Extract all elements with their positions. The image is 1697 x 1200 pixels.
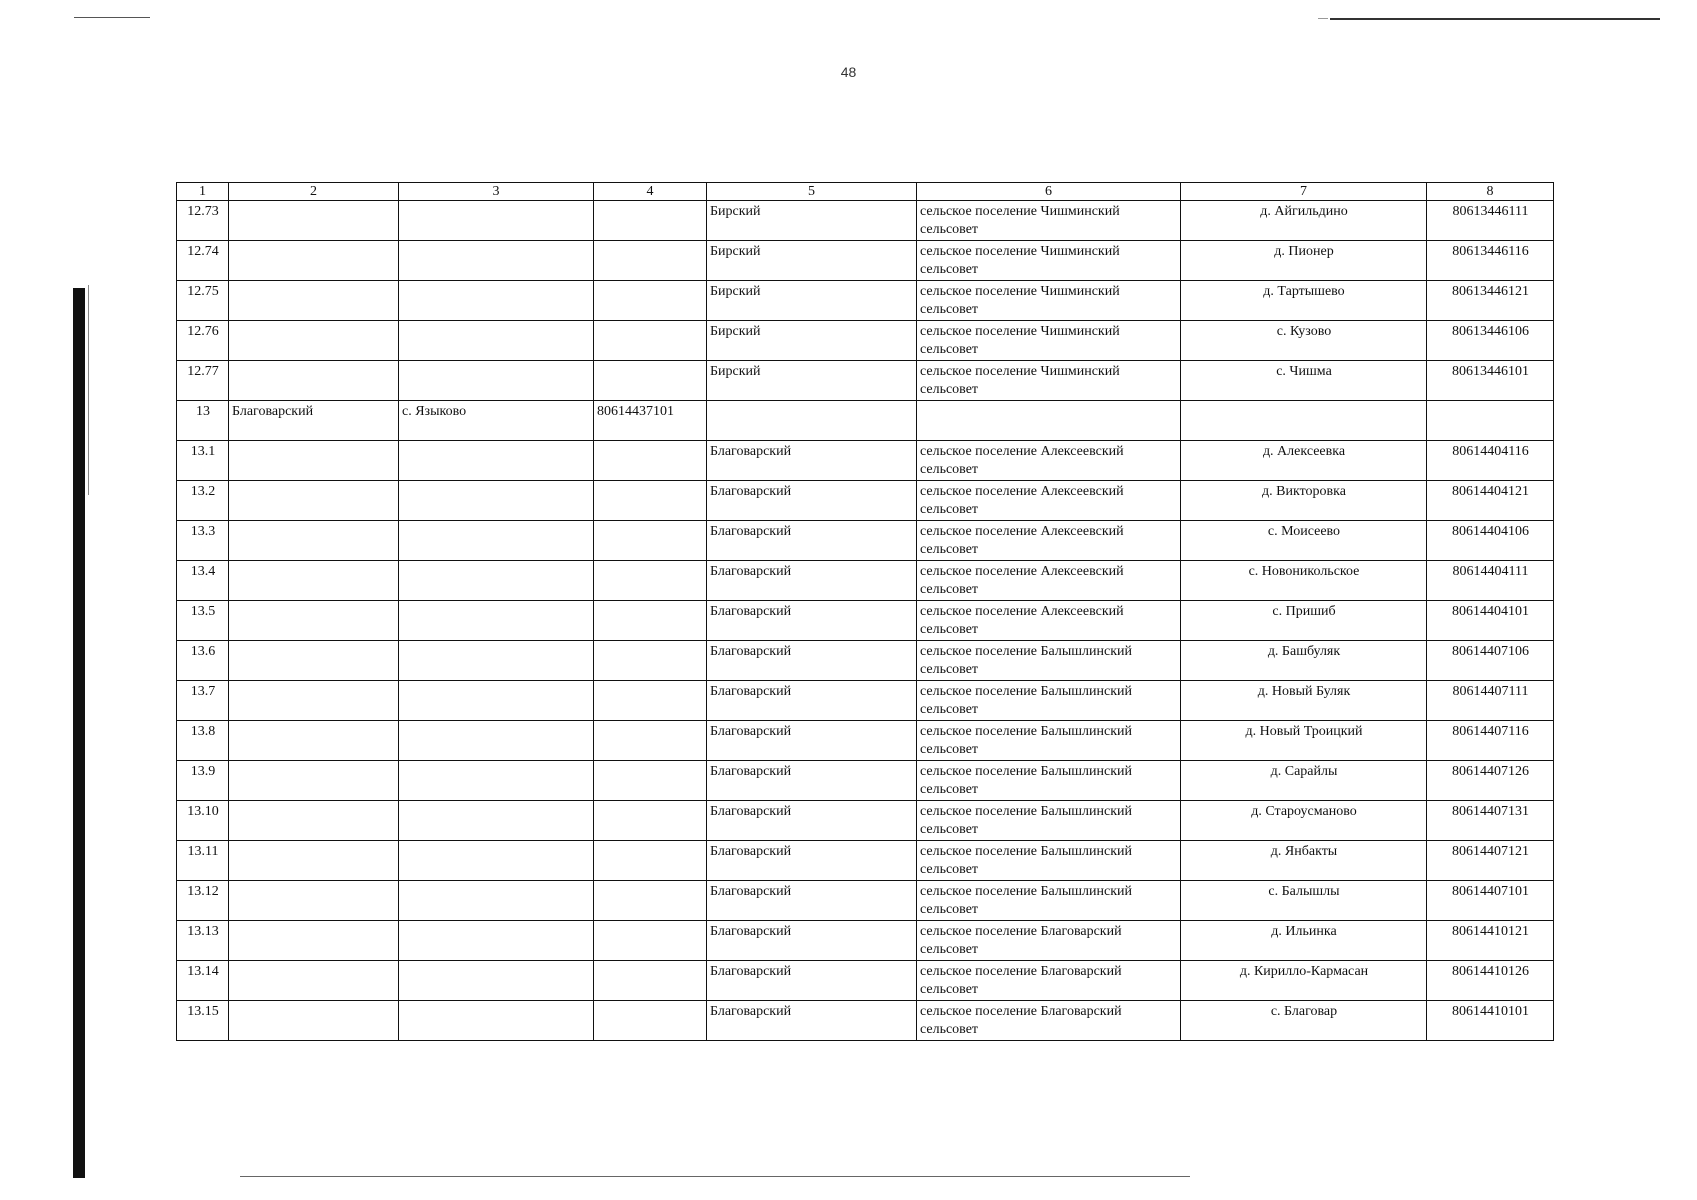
row-number-cell: 13.2: [177, 481, 229, 521]
center-code-cell: [594, 961, 707, 1001]
center-cell: [399, 281, 594, 321]
row-number-cell: 13.7: [177, 681, 229, 721]
scan-binding-line: [88, 285, 89, 495]
table-row: [177, 761, 1554, 801]
row-number-cell: 13.5: [177, 601, 229, 641]
table-row: [177, 321, 1554, 361]
district-name-cell: Бирский: [707, 241, 917, 281]
table-row: [177, 241, 1554, 281]
table-row: [177, 401, 1554, 441]
settlement-cell: с. Чишма: [1181, 361, 1427, 401]
center-cell: [399, 441, 594, 481]
center-code-cell: [594, 841, 707, 881]
column-header: 3: [399, 183, 594, 201]
district-name-cell: Благоварский: [707, 761, 917, 801]
district-name-cell: Бирский: [707, 281, 917, 321]
row-number-cell: 13.10: [177, 801, 229, 841]
municipality-cell: сельское поселение Балышлинский сельсовет: [917, 641, 1181, 681]
center-code-cell: [594, 641, 707, 681]
row-number-cell: 13.3: [177, 521, 229, 561]
settlement-cell: с. Балышлы: [1181, 881, 1427, 921]
center-code-cell: [594, 321, 707, 361]
district-cell: [229, 681, 399, 721]
center-code-cell: [594, 201, 707, 241]
column-header: 2: [229, 183, 399, 201]
center-cell: [399, 521, 594, 561]
district-name-cell: Благоварский: [707, 561, 917, 601]
table-row: [177, 361, 1554, 401]
municipality-cell: сельское поселение Чишминский сельсовет: [917, 361, 1181, 401]
settlement-cell: д. Кирилло-Кармасан: [1181, 961, 1427, 1001]
okato-code-cell: 80614404116: [1427, 441, 1554, 481]
center-code-cell: [594, 1001, 707, 1041]
center-cell: [399, 1001, 594, 1041]
center-code-cell: [594, 921, 707, 961]
settlement-cell: д. Айгильдино: [1181, 201, 1427, 241]
center-cell: [399, 641, 594, 681]
row-number-cell: 13.12: [177, 881, 229, 921]
table-row: [177, 281, 1554, 321]
okato-code-cell: [1427, 401, 1554, 441]
center-cell: [399, 201, 594, 241]
row-number-cell: 13.1: [177, 441, 229, 481]
district-cell: [229, 761, 399, 801]
district-name-cell: Благоварский: [707, 801, 917, 841]
okato-code-cell: 80614407116: [1427, 721, 1554, 761]
okato-code-cell: 80614407131: [1427, 801, 1554, 841]
municipality-cell: сельское поселение Балышлинский сельсовет: [917, 681, 1181, 721]
municipality-cell: сельское поселение Благоварский сельсовет: [917, 921, 1181, 961]
settlement-cell: с. Моисеево: [1181, 521, 1427, 561]
center-cell: [399, 241, 594, 281]
okato-code-cell: 80613446101: [1427, 361, 1554, 401]
settlement-cell: с. Благовар: [1181, 1001, 1427, 1041]
district-cell: [229, 441, 399, 481]
table-row: [177, 201, 1554, 241]
settlements-table: [176, 182, 1554, 1041]
municipality-cell: сельское поселение Алексеевский сельсовет: [917, 481, 1181, 521]
page-number: 48: [840, 64, 857, 80]
settlement-cell: д. Новый Буляк: [1181, 681, 1427, 721]
column-number-header-row: [177, 183, 1554, 201]
row-number-cell: 12.73: [177, 201, 229, 241]
district-name-cell: Бирский: [707, 321, 917, 361]
table-row: [177, 441, 1554, 481]
municipality-cell: [917, 401, 1181, 441]
center-cell: [399, 761, 594, 801]
okato-code-cell: 80614404106: [1427, 521, 1554, 561]
scan-edge-line: [1318, 18, 1328, 19]
center-code-cell: [594, 521, 707, 561]
district-cell: [229, 921, 399, 961]
district-name-cell: Благоварский: [707, 681, 917, 721]
settlement-cell: с. Кузово: [1181, 321, 1427, 361]
row-number-cell: 13: [177, 401, 229, 441]
okato-code-cell: 80614410121: [1427, 921, 1554, 961]
settlement-cell: [1181, 401, 1427, 441]
district-name-cell: Благоварский: [707, 641, 917, 681]
table-row: [177, 521, 1554, 561]
row-number-cell: 13.4: [177, 561, 229, 601]
district-cell: [229, 241, 399, 281]
district-name-cell: Благоварский: [707, 721, 917, 761]
center-cell: [399, 481, 594, 521]
center-code-cell: [594, 561, 707, 601]
center-code-cell: [594, 441, 707, 481]
row-number-cell: 12.74: [177, 241, 229, 281]
table-row: [177, 961, 1554, 1001]
table-body: [177, 201, 1554, 1041]
district-name-cell: Благоварский: [707, 961, 917, 1001]
table-row: [177, 641, 1554, 681]
table-row: [177, 601, 1554, 641]
settlement-cell: д. Алексеевка: [1181, 441, 1427, 481]
district-name-cell: Благоварский: [707, 1001, 917, 1041]
column-header: 5: [707, 183, 917, 201]
center-code-cell: [594, 681, 707, 721]
district-cell: Благоварский: [229, 401, 399, 441]
municipality-cell: сельское поселение Балышлинский сельсовет: [917, 721, 1181, 761]
settlement-cell: д. Тартышево: [1181, 281, 1427, 321]
district-name-cell: [707, 401, 917, 441]
district-name-cell: Благоварский: [707, 521, 917, 561]
center-code-cell: 80614437101: [594, 401, 707, 441]
municipality-cell: сельское поселение Балышлинский сельсовет: [917, 761, 1181, 801]
settlement-cell: д. Янбакты: [1181, 841, 1427, 881]
settlement-cell: с. Пришиб: [1181, 601, 1427, 641]
district-cell: [229, 201, 399, 241]
district-cell: [229, 521, 399, 561]
center-code-cell: [594, 481, 707, 521]
okato-code-cell: 80613446111: [1427, 201, 1554, 241]
okato-code-cell: 80614410126: [1427, 961, 1554, 1001]
center-cell: [399, 561, 594, 601]
okato-code-cell: 80614407126: [1427, 761, 1554, 801]
settlement-cell: д. Викторовка: [1181, 481, 1427, 521]
row-number-cell: 13.8: [177, 721, 229, 761]
scan-edge-line: [1330, 18, 1660, 20]
table-row: [177, 801, 1554, 841]
okato-code-cell: 80614407101: [1427, 881, 1554, 921]
district-cell: [229, 321, 399, 361]
municipality-cell: сельское поселение Балышлинский сельсовет: [917, 881, 1181, 921]
center-code-cell: [594, 601, 707, 641]
okato-code-cell: 80614404111: [1427, 561, 1554, 601]
district-cell: [229, 281, 399, 321]
settlement-cell: с. Новоникольское: [1181, 561, 1427, 601]
center-cell: [399, 681, 594, 721]
district-name-cell: Благоварский: [707, 441, 917, 481]
table-row: [177, 481, 1554, 521]
municipality-cell: сельское поселение Балышлинский сельсовет: [917, 841, 1181, 881]
municipality-cell: сельское поселение Чишминский сельсовет: [917, 201, 1181, 241]
municipality-cell: сельское поселение Алексеевский сельсовет: [917, 601, 1181, 641]
center-code-cell: [594, 881, 707, 921]
municipality-cell: сельское поселение Благоварский сельсовет: [917, 961, 1181, 1001]
center-cell: [399, 361, 594, 401]
center-cell: [399, 881, 594, 921]
center-cell: [399, 961, 594, 1001]
district-name-cell: Бирский: [707, 201, 917, 241]
center-cell: [399, 921, 594, 961]
municipality-cell: сельское поселение Чишминский сельсовет: [917, 281, 1181, 321]
district-cell: [229, 481, 399, 521]
column-header: 6: [917, 183, 1181, 201]
settlement-cell: д. Пионер: [1181, 241, 1427, 281]
district-name-cell: Бирский: [707, 361, 917, 401]
district-cell: [229, 881, 399, 921]
district-cell: [229, 1001, 399, 1041]
scan-binding-bar: [73, 288, 85, 1178]
district-cell: [229, 801, 399, 841]
municipality-cell: сельское поселение Алексеевский сельсовет: [917, 521, 1181, 561]
center-code-cell: [594, 361, 707, 401]
center-cell: [399, 801, 594, 841]
district-cell: [229, 601, 399, 641]
okato-code-cell: 80613446106: [1427, 321, 1554, 361]
okato-code-cell: 80614407106: [1427, 641, 1554, 681]
table-row: [177, 881, 1554, 921]
center-code-cell: [594, 281, 707, 321]
district-cell: [229, 641, 399, 681]
table-row: [177, 921, 1554, 961]
district-name-cell: Благоварский: [707, 481, 917, 521]
okato-code-cell: 80614404101: [1427, 601, 1554, 641]
row-number-cell: 13.9: [177, 761, 229, 801]
settlement-cell: д. Сарайлы: [1181, 761, 1427, 801]
row-number-cell: 12.75: [177, 281, 229, 321]
column-header: 7: [1181, 183, 1427, 201]
table-row: [177, 681, 1554, 721]
table-row: [177, 1001, 1554, 1041]
row-number-cell: 13.11: [177, 841, 229, 881]
district-name-cell: Благоварский: [707, 881, 917, 921]
district-cell: [229, 961, 399, 1001]
table-row: [177, 561, 1554, 601]
center-cell: [399, 841, 594, 881]
district-name-cell: Благоварский: [707, 921, 917, 961]
scan-edge-line: [74, 17, 150, 18]
row-number-cell: 13.6: [177, 641, 229, 681]
table-row: [177, 721, 1554, 761]
okato-code-cell: 80614407111: [1427, 681, 1554, 721]
center-code-cell: [594, 761, 707, 801]
municipality-cell: сельское поселение Алексеевский сельсовет: [917, 561, 1181, 601]
district-name-cell: Благоварский: [707, 601, 917, 641]
district-cell: [229, 721, 399, 761]
okato-code-cell: 80613446121: [1427, 281, 1554, 321]
municipality-cell: сельское поселение Алексеевский сельсовет: [917, 441, 1181, 481]
okato-code-cell: 80614410101: [1427, 1001, 1554, 1041]
center-code-cell: [594, 801, 707, 841]
okato-code-cell: 80614407121: [1427, 841, 1554, 881]
center-code-cell: [594, 241, 707, 281]
column-header: 1: [177, 183, 229, 201]
center-cell: с. Языково: [399, 401, 594, 441]
row-number-cell: 13.15: [177, 1001, 229, 1041]
settlement-cell: д. Ильинка: [1181, 921, 1427, 961]
row-number-cell: 12.76: [177, 321, 229, 361]
center-cell: [399, 601, 594, 641]
municipality-cell: сельское поселение Благоварский сельсовет: [917, 1001, 1181, 1041]
district-name-cell: Благоварский: [707, 841, 917, 881]
okato-code-cell: 80614404121: [1427, 481, 1554, 521]
municipality-cell: сельское поселение Чишминский сельсовет: [917, 241, 1181, 281]
column-header: 8: [1427, 183, 1554, 201]
row-number-cell: 13.14: [177, 961, 229, 1001]
center-cell: [399, 721, 594, 761]
okato-code-cell: 80613446116: [1427, 241, 1554, 281]
district-cell: [229, 841, 399, 881]
settlement-cell: д. Башбуляк: [1181, 641, 1427, 681]
row-number-cell: 13.13: [177, 921, 229, 961]
center-cell: [399, 321, 594, 361]
scan-bottom-line: [240, 1176, 1190, 1177]
row-number-cell: 12.77: [177, 361, 229, 401]
settlement-cell: д. Новый Троицкий: [1181, 721, 1427, 761]
settlement-cell: д. Староусманово: [1181, 801, 1427, 841]
table-row: [177, 841, 1554, 881]
district-cell: [229, 561, 399, 601]
center-code-cell: [594, 721, 707, 761]
column-header: 4: [594, 183, 707, 201]
municipality-cell: сельское поселение Балышлинский сельсовет: [917, 801, 1181, 841]
district-cell: [229, 361, 399, 401]
municipality-cell: сельское поселение Чишминский сельсовет: [917, 321, 1181, 361]
